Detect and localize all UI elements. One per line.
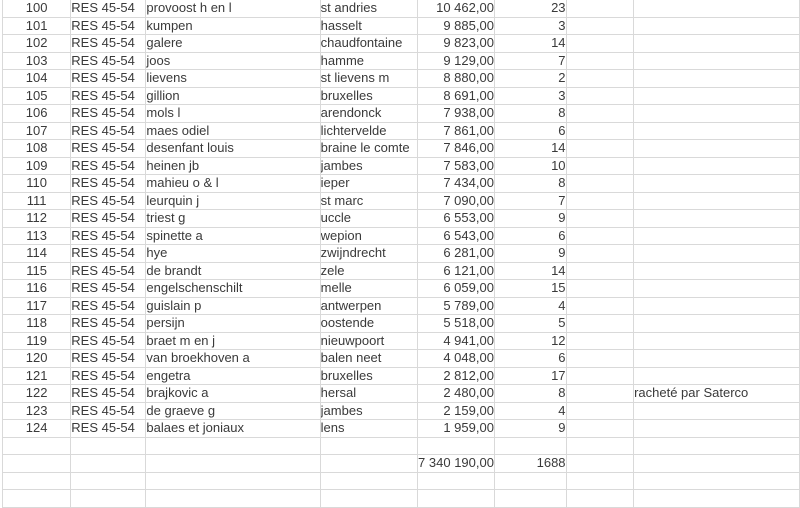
cell-city[interactable]: st lievens m <box>321 70 418 88</box>
table-row <box>3 35 800 53</box>
cell-empty[interactable] <box>567 315 635 333</box>
cell-name[interactable]: mahieu o & l <box>146 175 320 193</box>
cell-name[interactable] <box>146 490 320 508</box>
cell-city[interactable]: zwijndrecht <box>321 245 418 263</box>
table-row <box>3 18 800 36</box>
cell-amount[interactable] <box>418 473 495 491</box>
cell-city[interactable]: braine le comte <box>321 140 418 158</box>
cell-city[interactable]: jambes <box>321 403 418 421</box>
cell-city[interactable]: melle <box>321 280 418 298</box>
cell-name[interactable]: de graeve g <box>146 403 320 421</box>
table-row <box>3 333 800 351</box>
cell-city[interactable]: wepion <box>321 228 418 246</box>
cell-empty[interactable] <box>567 18 635 36</box>
cell-code[interactable]: RES 45-54 <box>71 105 146 123</box>
cell-row-number[interactable]: 117 <box>3 298 71 316</box>
cell-count[interactable]: 15 <box>495 280 567 298</box>
cell-empty[interactable] <box>567 228 635 246</box>
cell-row-number[interactable]: 101 <box>3 18 71 36</box>
cell-city[interactable]: antwerpen <box>321 298 418 316</box>
cell-name[interactable]: desenfant louis <box>146 140 320 158</box>
cell-empty[interactable] <box>567 385 635 403</box>
table-row <box>3 403 800 421</box>
cell-city[interactable] <box>321 438 418 456</box>
cell-city[interactable] <box>321 473 418 491</box>
cell-row-number[interactable] <box>3 490 71 508</box>
cell-amount[interactable]: 4 941,00 <box>418 333 495 351</box>
cell-name[interactable]: leurquin j <box>146 193 320 211</box>
table-row-blank <box>3 438 800 456</box>
cell-count[interactable]: 14 <box>495 140 567 158</box>
cell-empty[interactable] <box>567 263 635 281</box>
cell-amount[interactable]: 1 959,00 <box>418 420 495 438</box>
cell-comment[interactable] <box>634 263 800 281</box>
cell-amount[interactable]: 7 583,00 <box>418 158 495 176</box>
cell-name[interactable]: gillion <box>146 88 320 106</box>
cell-amount[interactable]: 7 861,00 <box>418 123 495 141</box>
cell-comment[interactable] <box>634 315 800 333</box>
cell-comment[interactable] <box>634 158 800 176</box>
table-row <box>3 0 800 18</box>
table-row <box>3 193 800 211</box>
cell-code[interactable]: RES 45-54 <box>71 368 146 386</box>
cell-city[interactable]: arendonck <box>321 105 418 123</box>
cell-code[interactable]: RES 45-54 <box>71 280 146 298</box>
cell-empty[interactable] <box>567 88 635 106</box>
cell-empty[interactable] <box>567 70 635 88</box>
cell-row-number[interactable] <box>3 438 71 456</box>
cell-count[interactable]: 17 <box>495 368 567 386</box>
cell-comment[interactable] <box>634 490 800 508</box>
cell-row-number[interactable] <box>3 473 71 491</box>
cell-code[interactable]: RES 45-54 <box>71 403 146 421</box>
cell-count[interactable]: 10 <box>495 158 567 176</box>
cell-count[interactable] <box>495 438 567 456</box>
total-count-cell[interactable]: 1688 <box>495 455 567 473</box>
cell-city[interactable]: chaudfontaine <box>321 35 418 53</box>
spreadsheet-table <box>2 0 800 508</box>
cell-empty[interactable] <box>567 438 635 456</box>
cell-comment[interactable]: racheté par Saterco <box>634 385 800 403</box>
cell-code[interactable]: RES 45-54 <box>71 385 146 403</box>
cell-amount[interactable]: 9 885,00 <box>418 18 495 36</box>
cell-name[interactable]: engetra <box>146 368 320 386</box>
table-row <box>3 368 800 386</box>
cell-comment[interactable] <box>634 70 800 88</box>
cell-count[interactable]: 9 <box>495 420 567 438</box>
cell-row-number[interactable]: 110 <box>3 175 71 193</box>
cell-comment[interactable] <box>634 280 800 298</box>
cell-comment[interactable] <box>634 210 800 228</box>
cell-name[interactable]: lievens <box>146 70 320 88</box>
table-row <box>3 298 800 316</box>
cell-name[interactable] <box>146 473 320 491</box>
cell-count[interactable]: 8 <box>495 385 567 403</box>
cell-code[interactable]: RES 45-54 <box>71 0 146 18</box>
cell-row-number[interactable]: 123 <box>3 403 71 421</box>
cell-row-number[interactable]: 115 <box>3 263 71 281</box>
cell-row-number[interactable]: 102 <box>3 35 71 53</box>
cell-code[interactable]: RES 45-54 <box>71 298 146 316</box>
cell-city[interactable]: lens <box>321 420 418 438</box>
cell-city[interactable]: st marc <box>321 193 418 211</box>
cell-amount[interactable]: 8 880,00 <box>418 70 495 88</box>
table-row <box>3 175 800 193</box>
table-row <box>3 350 800 368</box>
cell-amount[interactable]: 9 129,00 <box>418 53 495 71</box>
cell-count[interactable]: 9 <box>495 210 567 228</box>
cell-empty[interactable] <box>567 35 635 53</box>
cell-empty[interactable] <box>567 210 635 228</box>
cell-row-number[interactable]: 114 <box>3 245 71 263</box>
cell-city[interactable]: balen neet <box>321 350 418 368</box>
cell-name[interactable]: joos <box>146 53 320 71</box>
cell-amount[interactable]: 2 812,00 <box>418 368 495 386</box>
table-row-total <box>3 455 800 473</box>
cell-amount[interactable]: 7 938,00 <box>418 105 495 123</box>
cell-code[interactable]: RES 45-54 <box>71 35 146 53</box>
cell-code[interactable]: RES 45-54 <box>71 123 146 141</box>
cell-row-number[interactable]: 109 <box>3 158 71 176</box>
cell-row-number[interactable]: 122 <box>3 385 71 403</box>
cell-name[interactable] <box>146 438 320 456</box>
cell-city[interactable] <box>321 490 418 508</box>
cell-comment[interactable] <box>634 18 800 36</box>
cell-empty[interactable] <box>567 175 635 193</box>
cell-name[interactable]: kumpen <box>146 18 320 36</box>
cell-code[interactable]: RES 45-54 <box>71 263 146 281</box>
cell-empty[interactable] <box>567 193 635 211</box>
cell-comment[interactable] <box>634 123 800 141</box>
table-row <box>3 420 800 438</box>
cell-row-number[interactable] <box>3 455 71 473</box>
cell-empty[interactable] <box>567 53 635 71</box>
cell-amount[interactable]: 6 059,00 <box>418 280 495 298</box>
cell-comment[interactable] <box>634 53 800 71</box>
cell-amount[interactable]: 7 846,00 <box>418 140 495 158</box>
table-row-blank <box>3 473 800 491</box>
cell-name[interactable]: balaes et joniaux <box>146 420 320 438</box>
cell-name[interactable]: galere <box>146 35 320 53</box>
cell-city[interactable]: st andries <box>321 0 418 18</box>
cell-row-number[interactable]: 121 <box>3 368 71 386</box>
cell-row-number[interactable]: 113 <box>3 228 71 246</box>
cell-code[interactable] <box>71 438 146 456</box>
cell-name[interactable]: guislain p <box>146 298 320 316</box>
cell-comment[interactable] <box>634 228 800 246</box>
cell-row-number[interactable]: 111 <box>3 193 71 211</box>
cell-code[interactable]: RES 45-54 <box>71 53 146 71</box>
cell-city[interactable]: oostende <box>321 315 418 333</box>
cell-code[interactable] <box>71 490 146 508</box>
cell-empty[interactable] <box>567 455 635 473</box>
cell-row-number[interactable]: 104 <box>3 70 71 88</box>
cell-amount[interactable]: 5 518,00 <box>418 315 495 333</box>
cell-code[interactable]: RES 45-54 <box>71 140 146 158</box>
cell-comment[interactable] <box>634 298 800 316</box>
cell-row-number[interactable]: 105 <box>3 88 71 106</box>
cell-city[interactable]: bruxelles <box>321 88 418 106</box>
table-row <box>3 140 800 158</box>
cell-count[interactable]: 8 <box>495 105 567 123</box>
table-row <box>3 385 800 403</box>
cell-city[interactable]: hersal <box>321 385 418 403</box>
cell-empty[interactable] <box>567 158 635 176</box>
cell-empty[interactable] <box>567 123 635 141</box>
cell-comment[interactable] <box>634 140 800 158</box>
cell-name[interactable]: spinette a <box>146 228 320 246</box>
cell-code[interactable]: RES 45-54 <box>71 175 146 193</box>
cell-name[interactable]: engelschenschilt <box>146 280 320 298</box>
cell-amount[interactable] <box>418 490 495 508</box>
cell-row-number[interactable]: 124 <box>3 420 71 438</box>
cell-empty[interactable] <box>567 368 635 386</box>
cell-row-number[interactable]: 112 <box>3 210 71 228</box>
table-row <box>3 123 800 141</box>
cell-count[interactable]: 4 <box>495 298 567 316</box>
cell-amount[interactable]: 4 048,00 <box>418 350 495 368</box>
cell-amount[interactable]: 8 691,00 <box>418 88 495 106</box>
cell-city[interactable]: ieper <box>321 175 418 193</box>
cell-comment[interactable] <box>634 0 800 18</box>
cell-empty[interactable] <box>567 490 635 508</box>
table-row <box>3 263 800 281</box>
cell-code[interactable]: RES 45-54 <box>71 18 146 36</box>
cell-code[interactable]: RES 45-54 <box>71 70 146 88</box>
cell-comment[interactable] <box>634 105 800 123</box>
cell-row-number[interactable]: 106 <box>3 105 71 123</box>
cell-name[interactable]: mols l <box>146 105 320 123</box>
table-row <box>3 245 800 263</box>
cell-empty[interactable] <box>567 473 635 491</box>
cell-amount[interactable]: 7 090,00 <box>418 193 495 211</box>
cell-row-number[interactable]: 116 <box>3 280 71 298</box>
table-row <box>3 158 800 176</box>
cell-empty[interactable] <box>567 350 635 368</box>
cell-amount[interactable]: 2 159,00 <box>418 403 495 421</box>
cell-city[interactable]: hamme <box>321 53 418 71</box>
cell-city[interactable]: hasselt <box>321 18 418 36</box>
cell-comment[interactable] <box>634 333 800 351</box>
cell-city[interactable]: lichtervelde <box>321 123 418 141</box>
cell-name[interactable]: persijn <box>146 315 320 333</box>
cell-row-number[interactable]: 108 <box>3 140 71 158</box>
cell-code[interactable]: RES 45-54 <box>71 333 146 351</box>
cell-count[interactable]: 4 <box>495 403 567 421</box>
cell-amount[interactable]: 6 553,00 <box>418 210 495 228</box>
cell-count[interactable]: 8 <box>495 175 567 193</box>
table-row <box>3 228 800 246</box>
cell-count[interactable]: 12 <box>495 333 567 351</box>
cell-comment[interactable] <box>634 350 800 368</box>
cell-name[interactable]: brajkovic a <box>146 385 320 403</box>
cell-name[interactable]: van broekhoven a <box>146 350 320 368</box>
cell-comment[interactable] <box>634 403 800 421</box>
cell-comment[interactable] <box>634 438 800 456</box>
cell-count[interactable]: 3 <box>495 18 567 36</box>
cell-count[interactable]: 14 <box>495 35 567 53</box>
cell-amount[interactable]: 6 281,00 <box>418 245 495 263</box>
cell-city[interactable]: jambes <box>321 158 418 176</box>
cell-code[interactable]: RES 45-54 <box>71 315 146 333</box>
table-row <box>3 105 800 123</box>
table-row <box>3 315 800 333</box>
cell-count[interactable]: 2 <box>495 70 567 88</box>
cell-count[interactable] <box>495 473 567 491</box>
cell-count[interactable] <box>495 490 567 508</box>
cell-empty[interactable] <box>567 140 635 158</box>
cell-amount[interactable] <box>418 438 495 456</box>
cell-code[interactable]: RES 45-54 <box>71 245 146 263</box>
cell-name[interactable]: hye <box>146 245 320 263</box>
cell-comment[interactable] <box>634 473 800 491</box>
cell-code[interactable] <box>71 473 146 491</box>
cell-city[interactable]: zele <box>321 263 418 281</box>
cell-name[interactable]: de brandt <box>146 263 320 281</box>
cell-code[interactable]: RES 45-54 <box>71 193 146 211</box>
cell-amount[interactable]: 10 462,00 <box>418 0 495 18</box>
cell-count[interactable]: 23 <box>495 0 567 18</box>
cell-amount[interactable]: 6 121,00 <box>418 263 495 281</box>
cell-empty[interactable] <box>567 403 635 421</box>
cell-empty[interactable] <box>567 280 635 298</box>
cell-comment[interactable] <box>634 245 800 263</box>
cell-row-number[interactable]: 107 <box>3 123 71 141</box>
cell-comment[interactable] <box>634 368 800 386</box>
cell-comment[interactable] <box>634 35 800 53</box>
cell-name[interactable]: triest g <box>146 210 320 228</box>
cell-amount[interactable]: 6 543,00 <box>418 228 495 246</box>
cell-row-number[interactable]: 119 <box>3 333 71 351</box>
cell-empty[interactable] <box>567 333 635 351</box>
cell-city[interactable] <box>321 455 418 473</box>
cell-comment[interactable] <box>634 175 800 193</box>
cell-count[interactable]: 7 <box>495 53 567 71</box>
cell-amount[interactable]: 9 823,00 <box>418 35 495 53</box>
cell-amount[interactable]: 2 480,00 <box>418 385 495 403</box>
cell-empty[interactable] <box>567 420 635 438</box>
cell-code[interactable]: RES 45-54 <box>71 228 146 246</box>
cell-code[interactable]: RES 45-54 <box>71 158 146 176</box>
cell-city[interactable]: bruxelles <box>321 368 418 386</box>
cell-code[interactable]: RES 45-54 <box>71 350 146 368</box>
cell-comment[interactable] <box>634 193 800 211</box>
cell-code[interactable]: RES 45-54 <box>71 420 146 438</box>
cell-comment[interactable] <box>634 420 800 438</box>
spreadsheet <box>2 0 800 508</box>
cell-amount[interactable]: 7 434,00 <box>418 175 495 193</box>
cell-city[interactable]: nieuwpoort <box>321 333 418 351</box>
cell-row-number[interactable]: 120 <box>3 350 71 368</box>
cell-row-number[interactable]: 103 <box>3 53 71 71</box>
cell-name[interactable]: heinen jb <box>146 158 320 176</box>
cell-city[interactable]: uccle <box>321 210 418 228</box>
cell-count[interactable]: 6 <box>495 350 567 368</box>
table-row <box>3 210 800 228</box>
cell-comment[interactable] <box>634 455 800 473</box>
cell-code[interactable]: RES 45-54 <box>71 210 146 228</box>
cell-name[interactable]: provoost h en l <box>146 0 320 18</box>
cell-name[interactable]: maes odiel <box>146 123 320 141</box>
rows-body <box>3 0 800 508</box>
cell-count[interactable]: 5 <box>495 315 567 333</box>
cell-count[interactable]: 6 <box>495 123 567 141</box>
table-row <box>3 53 800 71</box>
cell-empty[interactable] <box>567 0 635 18</box>
cell-count[interactable]: 14 <box>495 263 567 281</box>
cell-count[interactable]: 6 <box>495 228 567 246</box>
cell-count[interactable]: 9 <box>495 245 567 263</box>
cell-count[interactable]: 7 <box>495 193 567 211</box>
table-row <box>3 70 800 88</box>
cell-count[interactable]: 3 <box>495 88 567 106</box>
cell-empty[interactable] <box>567 298 635 316</box>
table-row <box>3 88 800 106</box>
cell-code[interactable] <box>71 455 146 473</box>
cell-code[interactable]: RES 45-54 <box>71 88 146 106</box>
cell-amount[interactable]: 5 789,00 <box>418 298 495 316</box>
cell-row-number[interactable]: 100 <box>3 0 71 18</box>
cell-empty[interactable] <box>567 245 635 263</box>
table-row-blank <box>3 490 800 508</box>
cell-empty[interactable] <box>567 105 635 123</box>
cell-comment[interactable] <box>634 88 800 106</box>
cell-name[interactable] <box>146 455 320 473</box>
total-amount-cell[interactable]: 7 340 190,00 <box>418 455 495 473</box>
cell-name[interactable]: braet m en j <box>146 333 320 351</box>
table-row <box>3 280 800 298</box>
cell-row-number[interactable]: 118 <box>3 315 71 333</box>
